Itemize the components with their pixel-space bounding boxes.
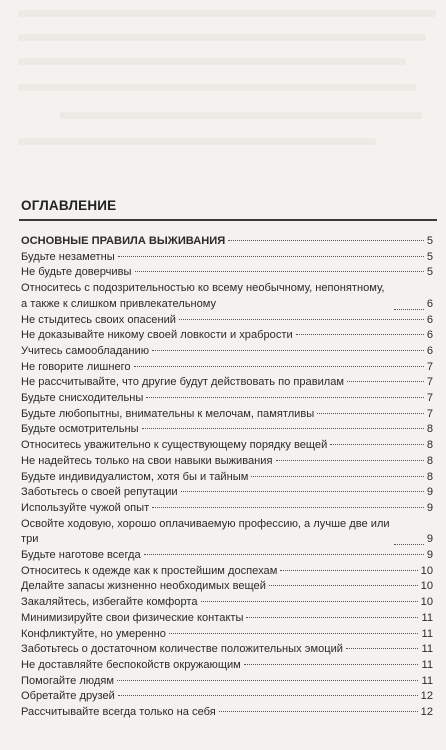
dot-leader — [346, 648, 418, 649]
toc-entry[interactable] — [21, 485, 433, 501]
toc-entry[interactable] — [21, 281, 433, 312]
toc-entry[interactable] — [21, 438, 433, 454]
toc-section-heading[interactable] — [21, 234, 433, 250]
toc-entry[interactable] — [21, 674, 433, 690]
toc-entry[interactable] — [21, 328, 433, 344]
dot-leader — [228, 240, 424, 241]
toc-page-number: 8 — [426, 454, 433, 467]
toc-page-number: 12 — [420, 690, 433, 703]
dot-leader — [219, 711, 418, 712]
toc-entry[interactable] — [21, 265, 433, 281]
title-rule — [19, 219, 437, 221]
dot-leader — [280, 570, 417, 571]
toc-entry[interactable] — [21, 548, 433, 564]
toc-entry-title: Используйте чужой опыт — [21, 501, 150, 514]
dot-leader — [269, 585, 418, 586]
toc-page-number: 11 — [421, 643, 433, 656]
toc-entry[interactable] — [21, 250, 433, 266]
toc-entry-title: Не доказывайте никому своей ловкости и храбрости — [21, 329, 293, 342]
toc-entry-title: Не стыдитесь своих опасений — [21, 313, 176, 326]
toc-entry[interactable] — [21, 658, 433, 674]
toc-entry[interactable] — [21, 344, 433, 360]
toc-page-number: 7 — [426, 376, 433, 389]
toc-entry-title: Относитесь с подозрительностью ко всему необычному, непонятному, а также к слишком привлекательному — [21, 282, 385, 310]
toc-page-number: 11 — [421, 627, 433, 640]
toc-entry[interactable] — [21, 642, 433, 658]
dot-leader — [134, 366, 424, 367]
toc-page-number: 9 — [426, 486, 433, 499]
toc-entry-title: Будьте наготове всегда — [21, 549, 141, 562]
toc-page-number: 8 — [426, 439, 433, 452]
toc-entry[interactable] — [21, 313, 433, 329]
toc-page-number: 6 — [426, 297, 433, 310]
dot-leader — [276, 460, 424, 461]
toc-entry[interactable] — [21, 627, 433, 643]
toc-entry-title: Освойте ходовую, хорошо оплачиваемую профессию, а лучше две или три — [21, 517, 390, 546]
dot-leader — [144, 554, 424, 555]
dot-leader — [246, 617, 418, 618]
dot-leader — [347, 381, 424, 382]
toc-page-number: 6 — [426, 313, 433, 326]
toc-entry[interactable] — [21, 454, 433, 470]
toc-entry-title: Относитесь уважительно к существующему порядку вещей — [21, 439, 328, 452]
toc-page-number: 5 — [426, 235, 433, 247]
toc-entry[interactable] — [21, 611, 433, 627]
toc-page-number: 10 — [420, 596, 433, 609]
toc-entry-title: Рассчитывайте всегда только на себя — [21, 706, 216, 719]
toc-page-number: 7 — [426, 360, 433, 373]
toc-page-number: 9 — [426, 533, 433, 546]
dot-leader — [135, 271, 424, 272]
toc-page-number: 11 — [421, 658, 433, 671]
toc-page-number: 7 — [426, 407, 433, 420]
toc-page-number: 5 — [426, 250, 433, 263]
toc-page-number: 11 — [421, 674, 433, 687]
toc-page-number: 9 — [426, 501, 433, 514]
bleed-through-line — [18, 34, 426, 41]
toc-page-number: 11 — [421, 611, 433, 624]
dot-leader — [296, 334, 424, 335]
toc-entry-title: Помогайте людям — [21, 674, 114, 687]
toc-entry[interactable] — [21, 564, 433, 580]
dot-leader — [118, 695, 418, 696]
dot-leader — [244, 664, 419, 665]
toc-page-number: 10 — [420, 580, 433, 593]
toc-entry-title: Конфликтуйте, но умеренно — [21, 627, 166, 640]
toc-entry-title: Будьте индивидуалистом, хотя бы и тайным — [21, 470, 249, 483]
toc-entry-title: Будьте снисходительны — [21, 392, 144, 405]
toc-entry-title: Не будьте доверчивы — [21, 266, 132, 279]
toc-page-number: 7 — [426, 392, 433, 405]
toc-entry[interactable] — [21, 391, 433, 407]
toc-page-number: 12 — [420, 706, 433, 719]
toc-entry[interactable] — [21, 579, 433, 595]
dot-leader — [152, 350, 424, 351]
toc-entry-title: Заботьтесь о достаточном количестве положительных эмоций — [21, 643, 343, 656]
bleed-through-line — [60, 112, 422, 119]
toc-entry[interactable] — [21, 705, 433, 721]
bleed-through-line — [18, 138, 376, 145]
dot-leader — [117, 680, 418, 681]
dot-leader — [317, 413, 424, 414]
toc-page-number: 5 — [426, 266, 433, 279]
toc-entry-title: Закаляйтесь, избегайте комфорта — [21, 596, 198, 609]
dot-leader — [251, 476, 423, 477]
dot-leader — [181, 491, 424, 492]
toc-entry[interactable] — [21, 422, 433, 438]
dot-leader — [394, 544, 424, 545]
bleed-through-line — [18, 58, 406, 65]
toc-entry-title: ОСНОВНЫЕ ПРАВИЛА ВЫЖИВАНИЯ — [21, 235, 226, 247]
toc-entry[interactable] — [21, 517, 433, 548]
toc-entry[interactable] — [21, 689, 433, 705]
toc-entry-title: Заботьтесь о своей репутации — [21, 486, 178, 499]
dot-leader — [169, 633, 419, 634]
toc-entry[interactable] — [21, 375, 433, 391]
toc-entry[interactable] — [21, 501, 433, 517]
toc-page-number: 8 — [426, 423, 433, 436]
dot-leader — [179, 319, 424, 320]
bleed-through-line — [18, 84, 416, 91]
toc-entry[interactable] — [21, 360, 433, 376]
toc-title: ОГЛАВЛЕНИЕ — [21, 198, 117, 213]
toc-entry-title: Минимизируйте свои физические контакты — [21, 611, 244, 624]
toc-entry-title: Будьте осмотрительны — [21, 423, 139, 436]
toc-entry-title: Относитесь к одежде как к простейшим доспехам — [21, 564, 278, 577]
toc-entry[interactable] — [21, 595, 433, 611]
dot-leader — [118, 256, 424, 257]
dot-leader — [330, 444, 424, 445]
toc-entry-title: Учитесь самообладанию — [21, 344, 150, 357]
dot-leader — [142, 428, 424, 429]
toc-page-number: 6 — [426, 344, 433, 357]
table-of-contents — [21, 234, 433, 721]
toc-entry[interactable] — [21, 407, 433, 423]
toc-entry-title: Не надейтесь только на свои навыки выживания — [21, 454, 273, 467]
toc-page-number: 9 — [426, 549, 433, 562]
toc-entry-title: Будьте любопытны, внимательны к мелочам, памятливы — [21, 407, 315, 420]
dot-leader — [394, 309, 424, 310]
toc-page-number: 6 — [426, 329, 433, 342]
toc-entry-title: Не рассчитывайте, что другие будут действовать по правилам — [21, 376, 345, 389]
toc-page-number: 10 — [420, 564, 433, 577]
toc-entry-title: Не доставляйте беспокойств окружающим — [21, 658, 241, 671]
toc-entry-title: Не говорите лишнего — [21, 360, 131, 373]
toc-entry-title: Делайте запасы жизненно необходимых вещей — [21, 580, 266, 593]
bleed-through-line — [18, 10, 436, 17]
dot-leader — [201, 601, 418, 602]
dot-leader — [152, 507, 424, 508]
toc-entry-title: Обретайте друзей — [21, 690, 115, 703]
toc-page-number: 8 — [426, 470, 433, 483]
dot-leader — [146, 397, 423, 398]
toc-entry[interactable] — [21, 470, 433, 486]
toc-entry-title: Будьте незаметны — [21, 250, 115, 263]
